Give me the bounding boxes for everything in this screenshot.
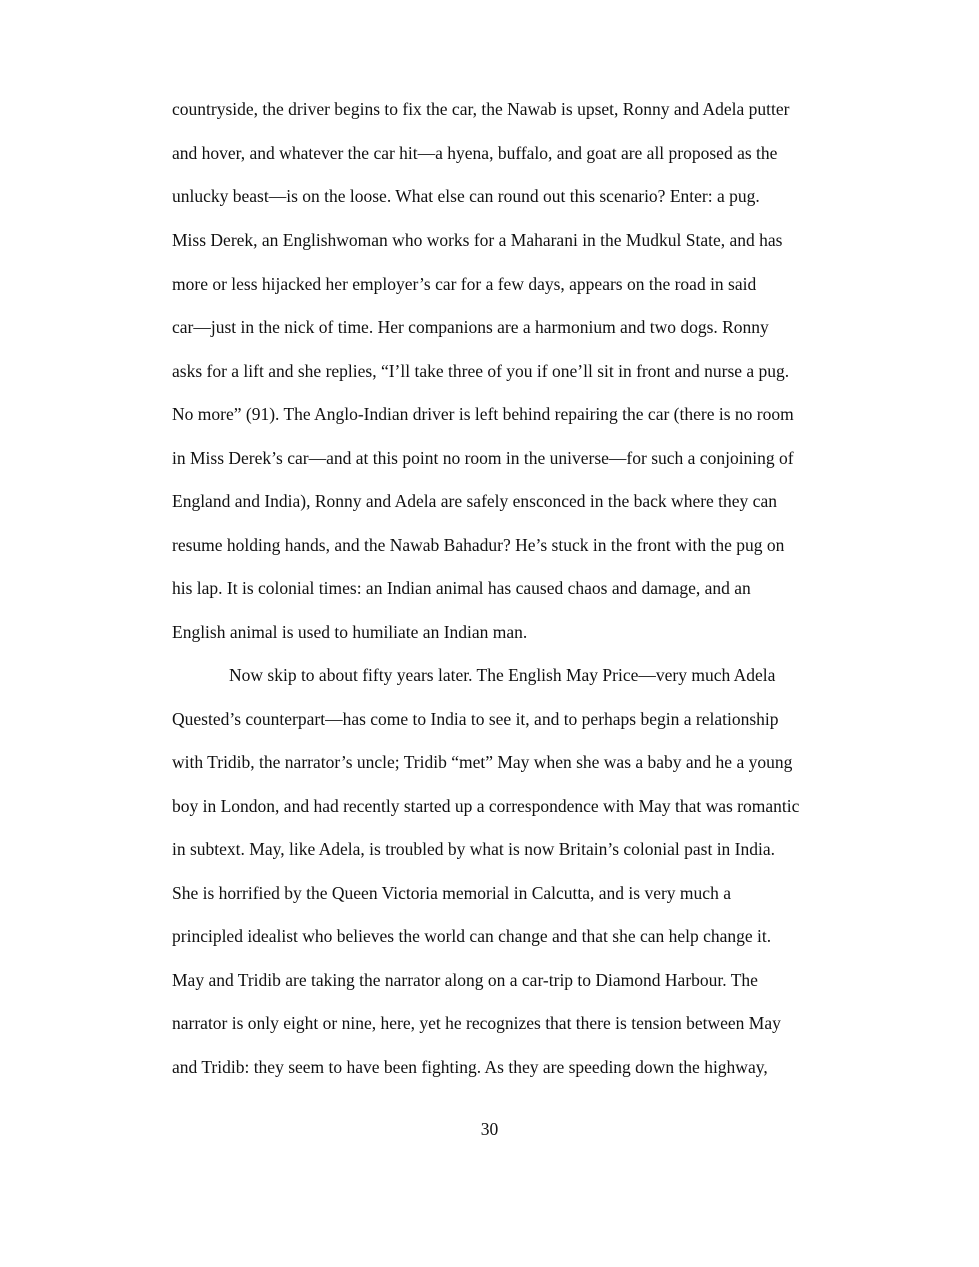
paragraph-first-line: Now skip to about fifty years later. The English May Price—very much Adela	[229, 665, 776, 685]
body-text-line: countryside, the driver begins to fix the car, the Nawab is upset, Ronny and Adela putter	[172, 99, 790, 119]
page-number: 30	[480, 1119, 499, 1139]
body-text-line: boy in London, and had recently started up a correspondence with May that was romantic	[172, 796, 800, 816]
body-text-line: narrator is only eight or nine, here, yet he recognizes that there is tension between May	[172, 1013, 781, 1033]
body-text-line: asks for a lift and she replies, “I’ll take three of you if one’ll sit in front and nurse a pug.	[172, 361, 790, 381]
body-text-line: in Miss Derek’s car—and at this point no room in the universe—for such a conjoining of	[172, 448, 794, 468]
body-text-line: in subtext. May, like Adela, is troubled by what is now Britain’s colonial past in India.	[172, 839, 776, 859]
body-text-line: more or less hijacked her employer’s car for a few days, appears on the road in said	[172, 274, 757, 294]
body-text-line: car—just in the nick of time. Her companions are a harmonium and two dogs. Ronny	[172, 317, 769, 337]
body-text-line: No more” (91). The Anglo-Indian driver is left behind repairing the car (there is no room	[172, 404, 794, 424]
body-text-line: England and India), Ronny and Adela are safely ensconced in the back where they can	[172, 491, 777, 511]
body-text-line: and hover, and whatever the car hit—a hyena, buffalo, and goat are all proposed as the	[172, 143, 778, 163]
body-text-line: Quested’s counterpart—has come to India to see it, and to perhaps begin a relationship	[172, 709, 779, 729]
body-text-line: Miss Derek, an Englishwoman who works for a Maharani in the Mudkul State, and has	[172, 230, 783, 250]
body-text-line: and Tridib: they seem to have been fighting. As they are speeding down the highway,	[172, 1057, 768, 1077]
body-text-line: resume holding hands, and the Nawab Bahadur? He’s stuck in the front with the pug on	[172, 535, 785, 555]
body-text-line: unlucky beast—is on the loose. What else can round out this scenario? Enter: a pug.	[172, 186, 760, 206]
body-text-line: May and Tridib are taking the narrator along on a car-trip to Diamond Harbour. The	[172, 970, 758, 990]
body-text-line: English animal is used to humiliate an Indian man.	[172, 622, 528, 642]
body-text-line: his lap. It is colonial times: an Indian animal has caused chaos and damage, and an	[172, 578, 751, 598]
body-text-line: She is horrified by the Queen Victoria memorial in Calcutta, and is very much a	[172, 883, 731, 903]
body-text-line: with Tridib, the narrator’s uncle; Tridib “met” May when she was a baby and he a young	[172, 752, 793, 772]
body-text-line: principled idealist who believes the world can change and that she can help change it.	[172, 926, 772, 946]
